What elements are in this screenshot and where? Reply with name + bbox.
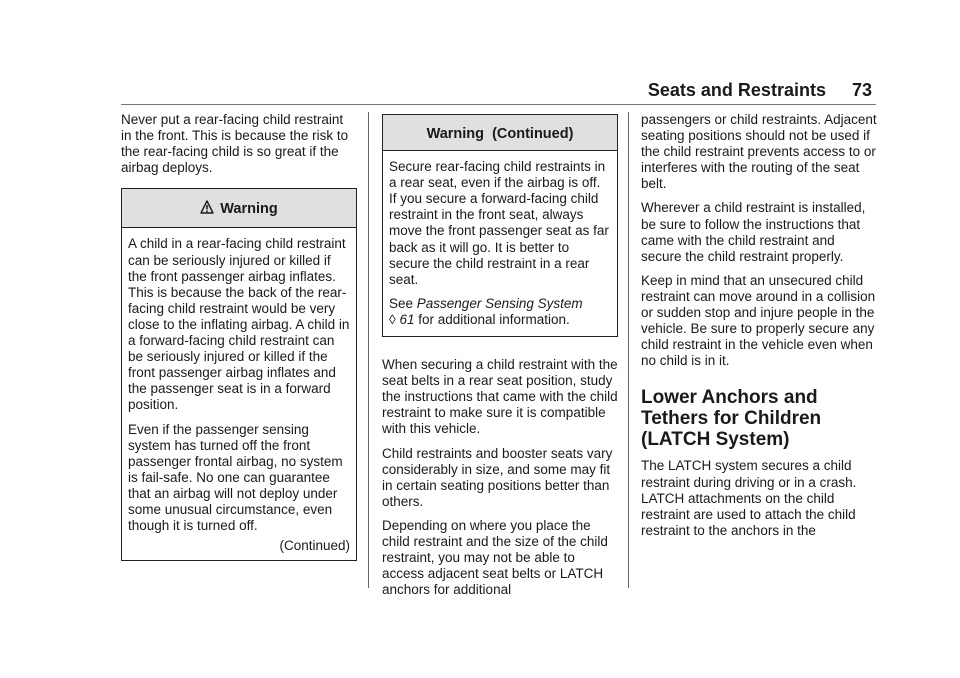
body-paragraph: Wherever a child restraint is installed, be sure to follow the instructions that came with the child restraint and secure the child restraint properly. bbox=[641, 200, 866, 264]
header-rule bbox=[121, 104, 876, 105]
intro-paragraph: Never put a rear-facing child restraint in the front. This is because the risk to the rear-facing child is so great if the airbag deploys. bbox=[121, 112, 349, 176]
continued-label: (Continued) bbox=[279, 538, 350, 554]
heading-line: Lower Anchors and bbox=[641, 387, 818, 409]
section-heading bbox=[641, 387, 877, 450]
body-paragraph: Child restraints and booster seats vary considerably in size, and some may fit in certain seating positions better than others. bbox=[382, 445, 613, 509]
page-reference[interactable]: 61 bbox=[399, 311, 415, 327]
running-header bbox=[648, 80, 872, 101]
column-divider bbox=[628, 112, 629, 588]
page-ref-icon: ◊ bbox=[389, 311, 396, 327]
warning-header: Warning (Continued) bbox=[383, 115, 617, 151]
heading-line: Tethers for Children bbox=[641, 408, 822, 430]
column-2 bbox=[382, 112, 618, 606]
body-paragraph: Depending on where you place the child restraint and the size of the child restraint, you may not be able to access adjacent seat belts or LATCH anchors for additional bbox=[382, 517, 608, 598]
see-suffix: for additional information. bbox=[414, 311, 570, 327]
body-paragraph: passengers or child restraints. Adjacent seating positions should not be used if the child restraint prevents access to or interferes with the routing of the seat belt. bbox=[641, 112, 877, 192]
warning-triangle-icon bbox=[200, 200, 214, 219]
warning-title: Warning bbox=[220, 201, 278, 218]
heading-line: (LATCH System) bbox=[641, 429, 790, 451]
page-number: 73 bbox=[851, 80, 872, 100]
see-prefix: See bbox=[389, 295, 417, 311]
cross-reference-link[interactable]: Passenger Sensing System bbox=[416, 295, 583, 311]
warning-box-continued bbox=[382, 114, 618, 337]
warning-body bbox=[383, 151, 617, 336]
section-title: Seats and Restraints bbox=[647, 80, 826, 100]
warning-paragraph: A child in a rear-facing child restraint can be seriously injured or killed if the front passenger airbag inflates. This is because the back of the rear-facing child restraint would be very close to the inflating airbag. A child in a forward-facing child restraint can be seriously injured or killed if the front passenger airbag inflates and the passenger seat is in a forward position. bbox=[128, 236, 350, 413]
column-divider bbox=[368, 112, 369, 588]
body-paragraph: When securing a child restraint with the seat belts in a rear seat position, study the instructions that came with the child restraint to make sure it is compatible with this vehicle. bbox=[382, 357, 618, 437]
column-3 bbox=[641, 112, 877, 547]
warning-body bbox=[122, 228, 356, 560]
column-1 bbox=[121, 112, 357, 561]
warning-box bbox=[121, 188, 357, 561]
warning-header bbox=[122, 189, 356, 228]
see-reference bbox=[389, 296, 611, 328]
warning-paragraph: Secure rear-facing child restraints in a rear seat, even if the airbag is off. If you secure a forward-facing child restraint in the front seat, always move the front passenger seat as far back as it will go. It is better to secure the child restraint in a rear seat. bbox=[389, 159, 609, 287]
body-paragraph: The LATCH system secures a child restraint during driving or in a crash. LATCH attachments on the child restraint are used to attach the child restraint to the anchors in the bbox=[641, 458, 857, 538]
body-paragraph: Keep in mind that an unsecured child restraint can move around in a collision or sudden stop and injure people in the vehicle. Be sure to properly secure any child restraint in the vehicle even when no child is in it. bbox=[641, 272, 876, 369]
warning-paragraph: Even if the passenger sensing system has turned off the front passenger frontal airbag, no system is fail-safe. No one can guarantee that an airbag will not deploy under some unusual circumstance, even though it is turned off. bbox=[128, 421, 343, 534]
